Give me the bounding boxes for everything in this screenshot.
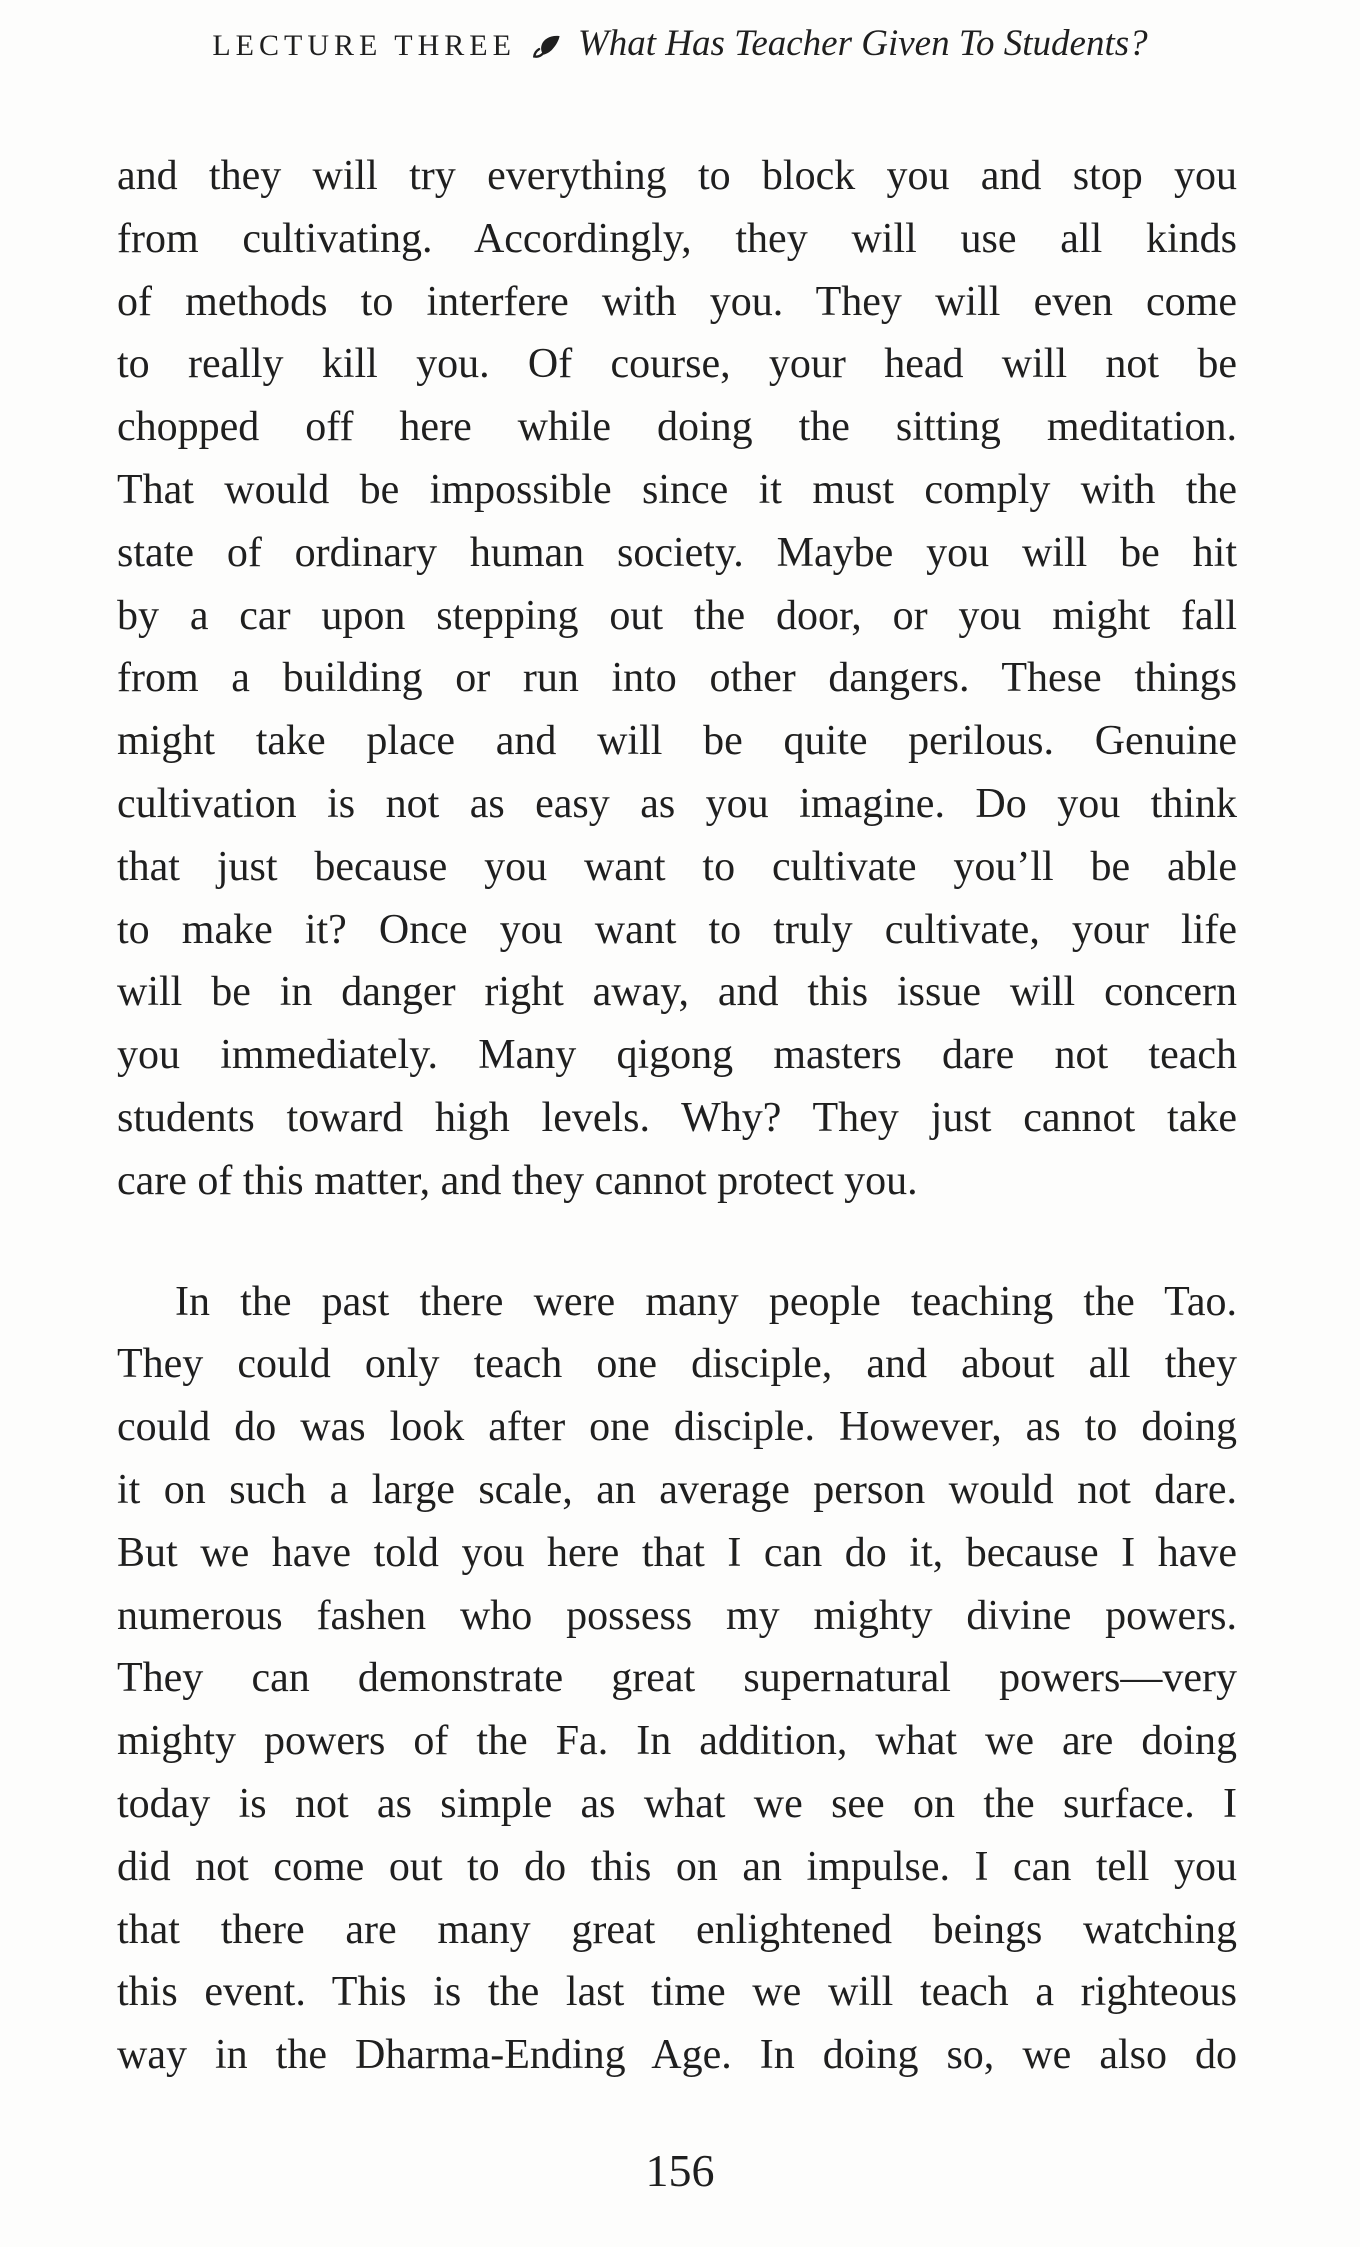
text-line: and they will try everything to block you and stop you — [117, 153, 1237, 199]
text-line: could do was look after one disciple. However, as to doing — [117, 1404, 1237, 1451]
running-head — [0, 22, 1360, 65]
text-line: cultivation is not as easy as you imagine. Do you think — [117, 780, 1237, 827]
text-line: might take place and will be quite perilous. Genuine — [117, 718, 1237, 765]
text-line: care of this matter, and they cannot protect you. — [117, 1157, 918, 1204]
text-line: chopped off here while doing the sitting meditation. — [117, 404, 1237, 451]
lecture-label: LECTURE THREE — [212, 29, 516, 62]
text-line: from a building or run into other dangers. These things — [117, 655, 1237, 702]
paragraph — [117, 145, 1237, 1213]
text-line: from cultivating. Accordingly, they will use all kinds — [117, 215, 1237, 262]
text-line: you immediately. Many qigong masters dare not teach — [117, 1032, 1237, 1079]
text-line: today is not as simple as what we see on the surface. I — [117, 1780, 1237, 1827]
text-line: that just because you want to cultivate you’ll be able — [117, 843, 1237, 890]
text-line: will be in danger right away, and this issue will concern — [117, 969, 1237, 1016]
text-line: of methods to interfere with you. They will even come — [117, 278, 1237, 325]
paragraph — [117, 1271, 1237, 2087]
page-number: 156 — [645, 2145, 715, 2196]
text-line: way in the Dharma-Ending Age. In doing so, we also do — [117, 2032, 1237, 2079]
fleuron-icon — [532, 34, 562, 61]
text-line: numerous fashen who possess my mighty divine powers. — [117, 1592, 1237, 1639]
text-line: state of ordinary human society. Maybe you will be hit — [117, 529, 1237, 576]
text-line: students toward high levels. Why? They just cannot take — [117, 1094, 1237, 1141]
text-line: to really kill you. Of course, your head will not be — [117, 341, 1237, 388]
text-line: They could only teach one disciple, and about all they — [117, 1341, 1237, 1388]
page-footer — [0, 2146, 1360, 2196]
body-text — [117, 145, 1237, 2087]
text-line: to make it? Once you want to truly cultivate, your life — [117, 906, 1237, 953]
chapter-title: What Has Teacher Given To Students? — [577, 23, 1148, 64]
text-line: mighty powers of the Fa. In addition, what we are doing — [117, 1718, 1237, 1765]
text-line: by a car upon stepping out the door, or you might fall — [117, 592, 1237, 639]
text-line: did not come out to do this on an impulse. I can tell you — [117, 1843, 1237, 1890]
text-line: that there are many great enlightened beings watching — [117, 1906, 1237, 1953]
text-line: this event. This is the last time we will teach a righteous — [117, 1969, 1237, 2016]
text-line: it on such a large scale, an average person would not dare. — [117, 1466, 1237, 1513]
text-line: But we have told you here that I can do it, because I have — [117, 1529, 1237, 1576]
text-line: That would be impossible since it must comply with the — [117, 466, 1237, 513]
text-line: They can demonstrate great supernatural powers—very — [117, 1655, 1237, 1702]
text-line: In the past there were many people teaching the Tao. — [175, 1278, 1237, 1325]
